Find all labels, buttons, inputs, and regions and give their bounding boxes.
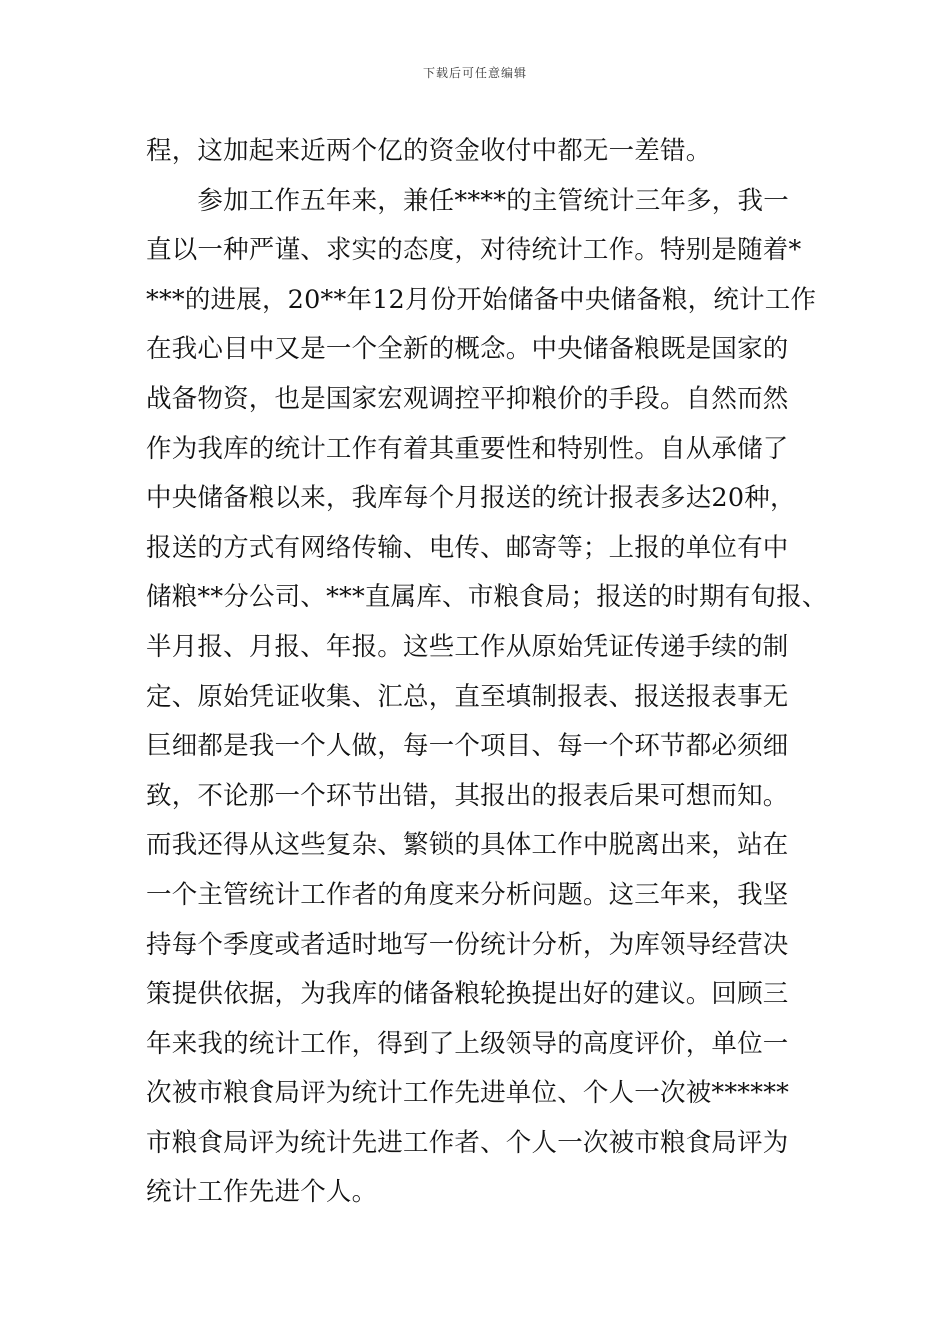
text-line: 一个主管统计工作者的角度来分析问题。这三年来，我坚 [146, 879, 789, 910]
text-line: ***的进展，20**年12月份开始储备中央储备粮，统计工作 [146, 284, 817, 315]
text-line: 作为我库的统计工作有着其重要性和特别性。自从承储了 [146, 433, 789, 464]
text-line: 持每个季度或者适时地写一份统计分析，为库领导经营决 [146, 929, 789, 960]
text-line: 巨细都是我一个人做，每一个项目、每一个环节都必须细 [146, 731, 789, 762]
body-text [146, 127, 828, 1218]
text-line: 市粮食局评为统计先进工作者、个人一次被市粮食局评为 [146, 1127, 789, 1158]
text-line: 次被市粮食局评为统计工作先进单位、个人一次被****** [146, 1078, 790, 1109]
text-line: 年来我的统计工作，得到了上级领导的高度评价，单位一 [146, 1028, 789, 1059]
text-line: 统计工作先进个人。 [146, 1177, 378, 1208]
text-line: 参加工作五年来，兼任****的主管统计三年多，我一 [146, 185, 789, 216]
text-line: 直以一种严谨、求实的态度，对待统计工作。特别是随着* [146, 235, 802, 266]
text-line: 策提供依据，为我库的储备粮轮换提出好的建议。回顾三 [146, 979, 789, 1010]
header-note: 下载后可任意编辑 [422, 66, 527, 80]
text-line: 报送的方式有网络传输、电传、邮寄等；上报的单位有中 [146, 532, 789, 563]
text-line: 储粮**分公司、***直属库、市粮食局；报送的时期有旬报、 [146, 582, 828, 613]
text-line: 半月报、月报、年报。这些工作从原始凭证传递手续的制 [146, 631, 789, 662]
text-line: 中央储备粮以来，我库每个月报送的统计报表多达20种， [146, 483, 796, 514]
text-line: 定、原始凭证收集、汇总，直至填制报表、报送报表事无 [146, 681, 789, 712]
text-line: 在我心目中又是一个全新的概念。中央储备粮既是国家的 [146, 334, 789, 365]
text-line: 战备物资，也是国家宏观调控平抑粮价的手段。自然而然 [146, 383, 789, 414]
text-line: 致，不论那一个环节出错，其报出的报表后果可想而知。 [146, 780, 789, 811]
text-line: 程，这加起来近两个亿的资金收付中都无一差错。 [146, 136, 712, 166]
text-line: 而我还得从这些复杂、繁锁的具体工作中脱离出来，站在 [146, 830, 789, 861]
